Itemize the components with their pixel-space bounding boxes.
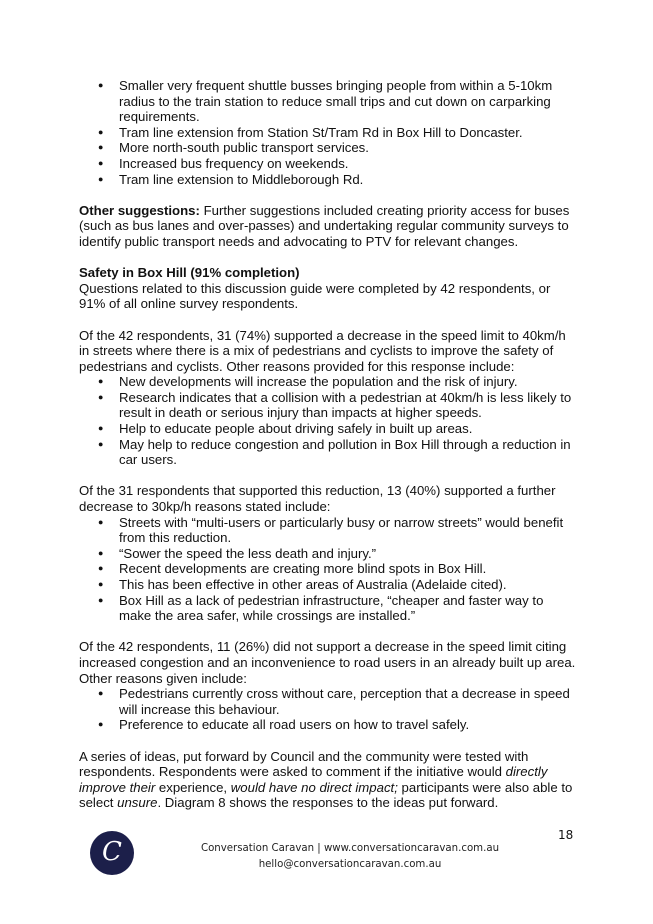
list-item: ● Preference to educate all road users on how to travel safely. <box>79 717 579 733</box>
document-body <box>79 78 579 811</box>
ideas-text: experience, <box>155 779 231 795</box>
list-item: ● New developments will increase the population and the risk of injury. <box>79 374 579 390</box>
footer-line-website: Conversation Caravan | www.conversationcaravan.com.au <box>200 843 500 854</box>
oppose-paragraph: Of the 42 respondents, 11 (26%) did not support a decrease in the speed limit citing increased congestion and an inconvenience to road users in an already built up area. Other reasons given include: <box>79 639 576 686</box>
list-item: ● Help to educate people about driving safely in built up areas. <box>79 421 579 437</box>
list-item: ● Recent developments are creating more blind spots in Box Hill. <box>79 561 579 577</box>
list-item: ● Research indicates that a collision with a pedestrian at 40km/h is less likely to result in death or serious injury than impacts at higher speeds. <box>79 390 579 421</box>
list-item: ● “Sower the speed the less death and injury.” <box>79 546 579 562</box>
list-item: ● This has been effective in other areas of Australia (Adelaide cited). <box>79 577 579 593</box>
support-reasons-list <box>79 374 579 468</box>
list-item: ● Tram line extension to Middleborough Rd. <box>79 172 579 188</box>
ideas-text: . Diagram 8 shows the responses to the ideas put forward. <box>157 795 499 811</box>
transport-ideas-list <box>79 78 579 187</box>
further-reasons-list <box>79 515 579 624</box>
further-decrease-paragraph: Of the 31 respondents that supported this reduction, 13 (40%) supported a further decrease to 30kp/h reasons stated include: <box>79 483 556 515</box>
list-item: ● Box Hill as a lack of pedestrian infrastructure, “cheaper and faster way to make the area safer, while crossings are installed.” <box>79 593 579 624</box>
safety-intro: Questions related to this discussion guide were completed by 42 respondents, or 91% of all online survey respondents. <box>79 280 551 312</box>
ideas-emphasis: directly improve their <box>79 764 548 795</box>
ideas-paragraph <box>79 749 579 811</box>
footer-line-email: hello@conversationcaravan.com.au <box>258 859 442 870</box>
footer-contact <box>180 841 520 873</box>
list-item: ● May help to reduce congestion and pollution in Box Hill through a reduction in car users. <box>79 437 579 468</box>
other-suggestions-text: Further suggestions included creating priority access for buses (such as bus lanes and over-passes) and undertaking regular community surveys to identify public transport needs and advocating to PTV for relevant changes. <box>79 202 570 249</box>
ideas-text: A series of ideas, put forward by Council and the community were tested with respondents. Respondents were asked to comment if the initiative would <box>79 748 529 780</box>
ideas-text: participants were also able to select <box>79 779 573 811</box>
ideas-emphasis: unsure <box>117 795 158 811</box>
conversation-caravan-logo <box>90 831 134 875</box>
list-item: ● Streets with “multi-users or particularly busy or narrow streets” would benefit from this reduction. <box>79 515 579 546</box>
list-item: ● Pedestrians currently cross without care, perception that a decrease in speed will increase this behaviour. <box>79 686 579 717</box>
oppose-reasons-list <box>79 686 579 733</box>
other-suggestions-label: Other suggestions: <box>79 202 200 218</box>
list-item: ● Tram line extension from Station St/Tram Rd in Box Hill to Doncaster. <box>79 125 579 141</box>
list-item: ● Smaller very frequent shuttle busses bringing people from within a 5-10km radius to the train station to reduce small trips and cut down on carparking requirements. <box>79 78 579 125</box>
list-item: ● More north-south public transport services. <box>79 140 579 156</box>
support-paragraph: Of the 42 respondents, 31 (74%) supported a decrease in the speed limit to 40km/h in streets where there is a mix of pedestrians and cyclists to improve the safety of pedestrians and cyclists. Other reasons provided for this response include: <box>79 327 566 374</box>
section-heading: Safety in Box Hill (91% completion) <box>79 265 300 281</box>
page-number: 18 <box>558 828 574 842</box>
other-suggestions-paragraph <box>79 203 579 250</box>
ideas-emphasis: would have no direct impact; <box>230 779 398 795</box>
logo-letter: C <box>102 837 122 868</box>
list-item: ● Increased bus frequency on weekends. <box>79 156 579 172</box>
